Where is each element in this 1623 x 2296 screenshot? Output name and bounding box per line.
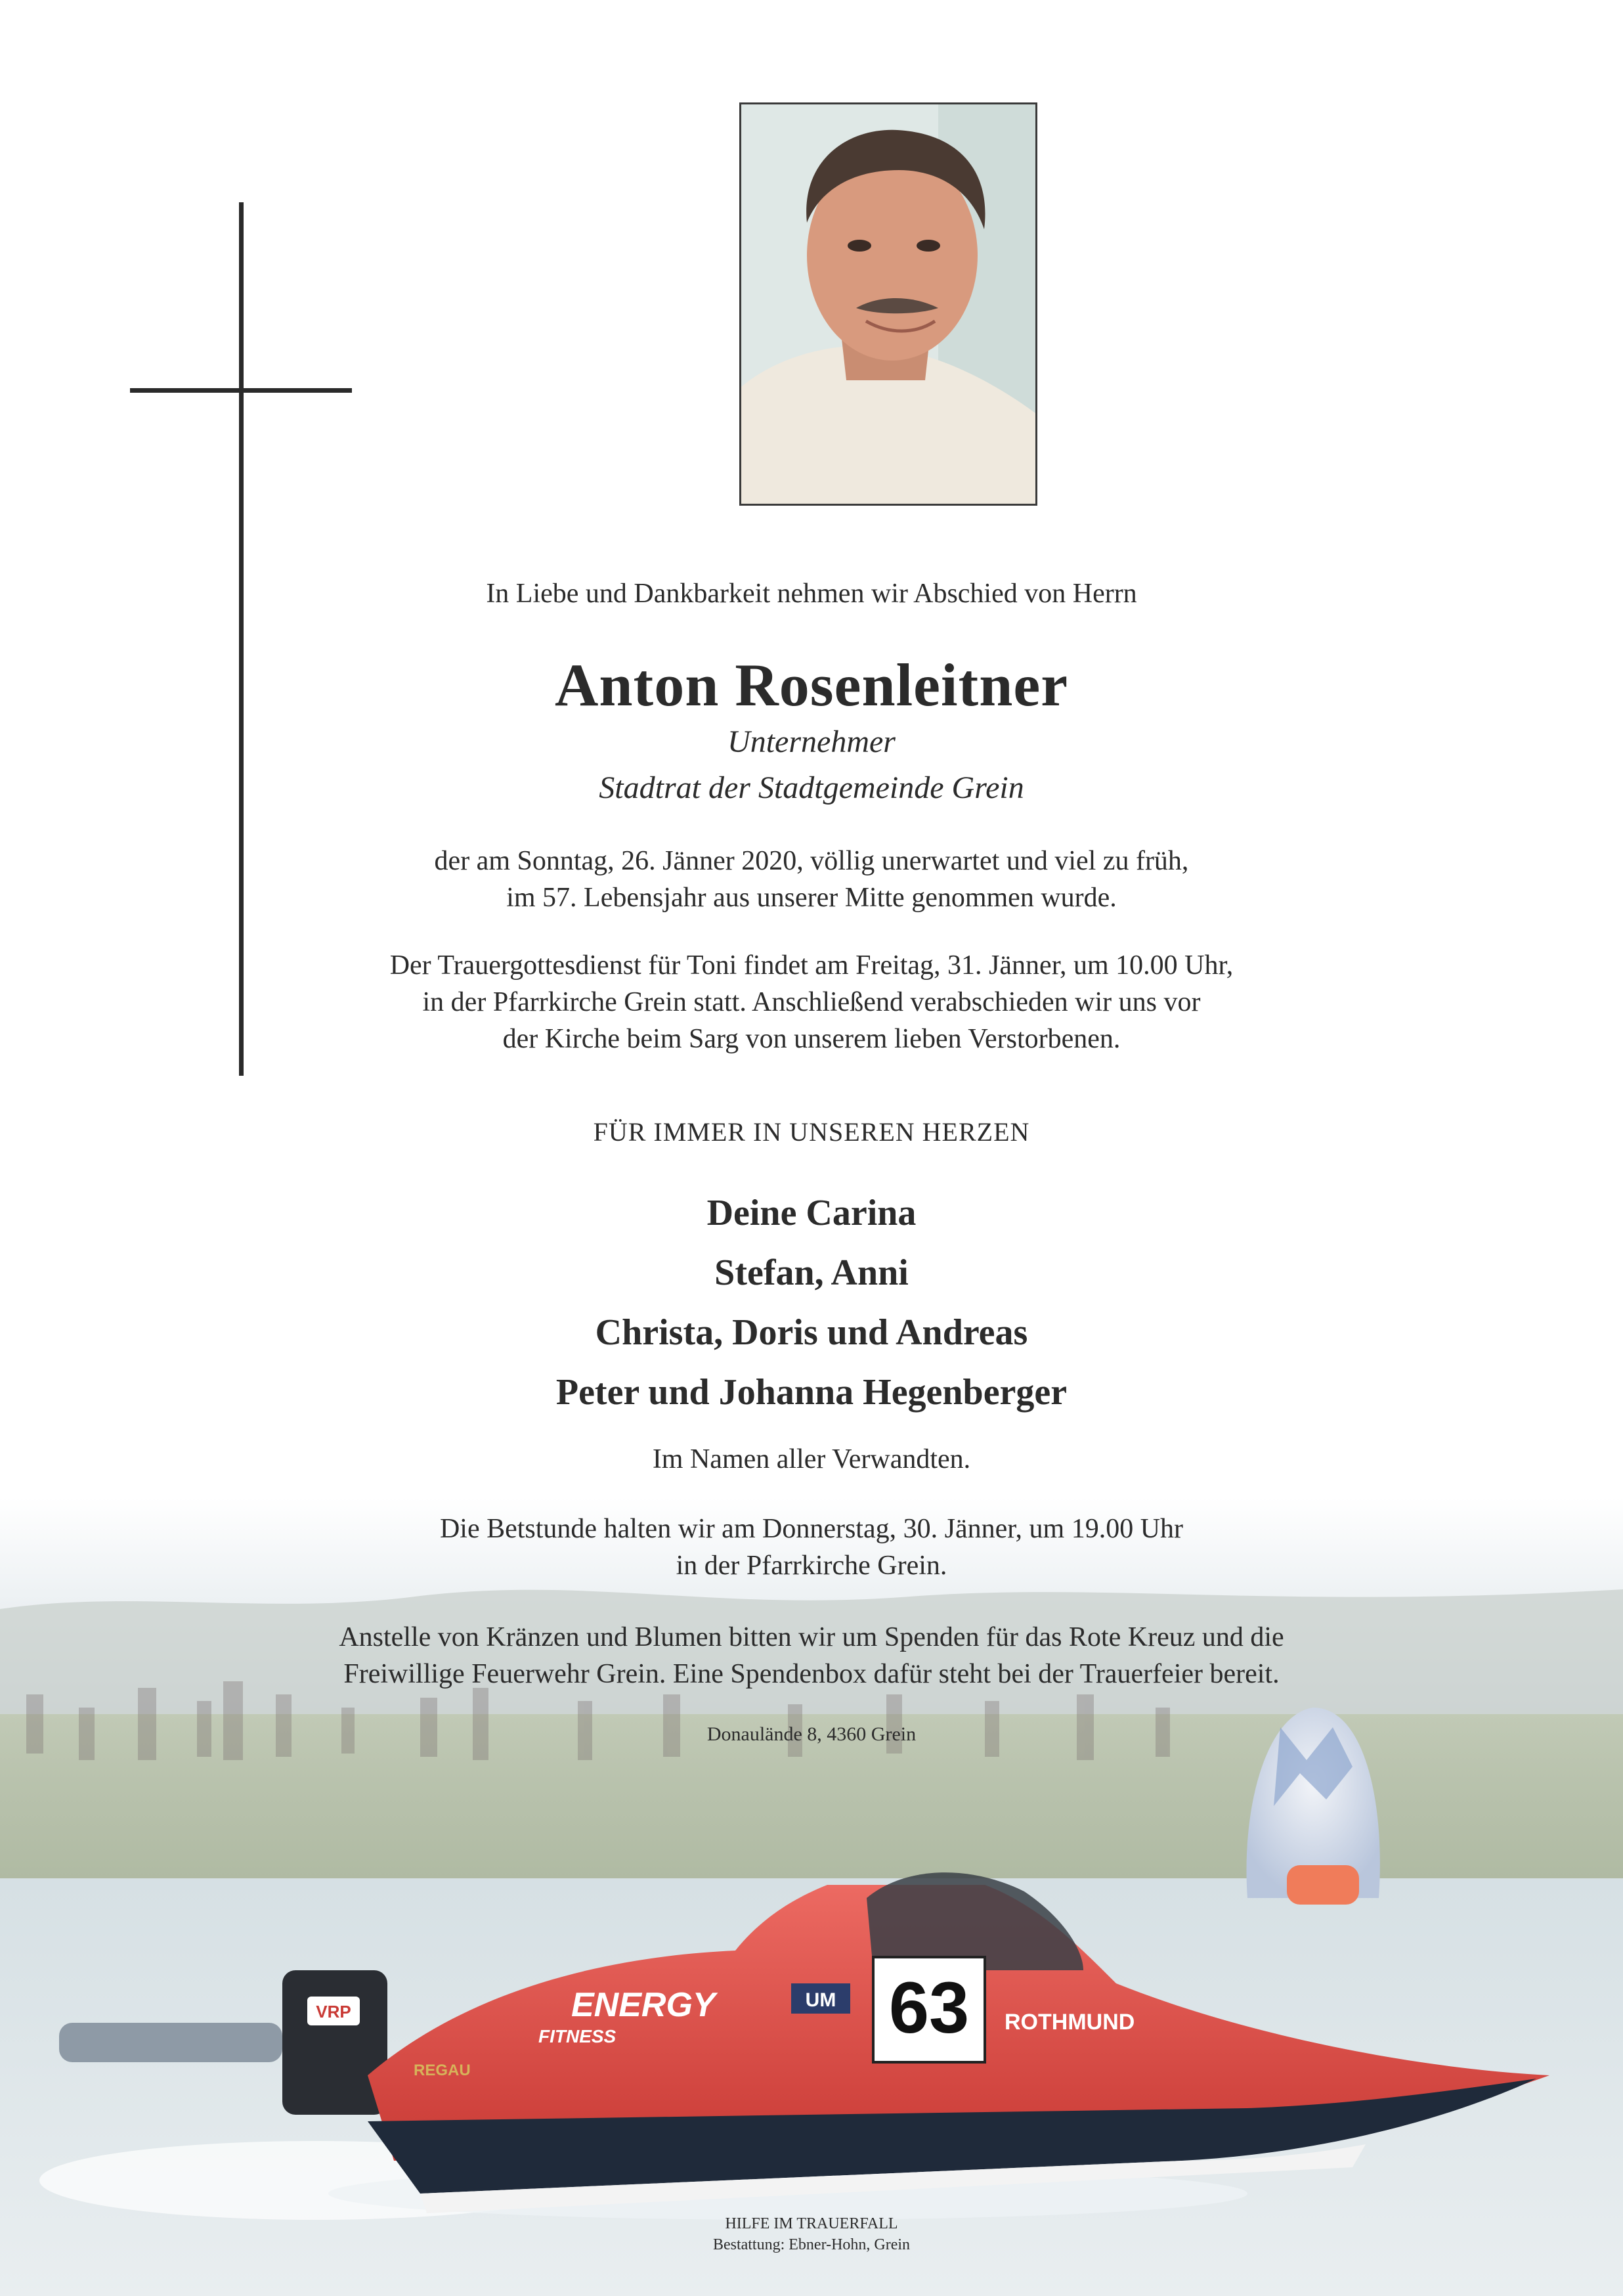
donation-paragraph — [0, 1619, 1623, 1692]
intro-line: In Liebe und Dankbarkeit nehmen wir Abschied von Herrn — [486, 579, 1137, 609]
decal-energy: ENERGY — [571, 1986, 716, 2024]
donation-line: Freiwillige Feuerwehr Grein. Eine Spendenbox dafür steht bei der Trauerfeier bereit. — [343, 1659, 1280, 1689]
prayer-line: in der Pfarrkirche Grein. — [676, 1551, 947, 1581]
decal-vrp: VRP — [316, 2002, 351, 2021]
address: Donaulände 8, 4360 Grein — [706, 1723, 917, 1745]
service-line: in der Pfarrkirche Grein statt. Anschließend verabschieden wir uns vor — [422, 987, 1201, 1017]
portrait-photo — [739, 102, 1037, 506]
decal-regau: REGAU — [414, 2062, 471, 2079]
prayer-line: Die Betstunde halten wir am Donnerstag, 30. Jänner, um 19.00 Uhr — [439, 1514, 1184, 1544]
cross-horizontal-bar — [130, 388, 352, 393]
title-profession: Unternehmer — [727, 724, 896, 759]
powerboat-photo — [0, 1497, 1623, 2296]
service-paragraph — [0, 947, 1623, 1057]
prayer-paragraph — [0, 1511, 1623, 1584]
boat-number: 63 — [888, 1968, 970, 2048]
mourner-line: Deine Carina — [706, 1193, 917, 1233]
title-office: Stadtrat der Stadtgemeinde Grein — [599, 770, 1024, 805]
mourners-list — [0, 1183, 1623, 1423]
mourner-line: Christa, Doris und Andreas — [595, 1312, 1028, 1353]
service-line: Der Trauergottesdienst für Toni findet am Freitag, 31. Jänner, um 10.00 Uhr, — [389, 950, 1234, 981]
footer-undertaker: Bestattung: Ebner-Hohn, Grein — [712, 2236, 911, 2253]
death-line: der am Sonntag, 26. Jänner 2020, völlig unerwartet und viel zu früh, — [434, 846, 1189, 876]
decal-rothmund: ROTHMUND — [1005, 2010, 1135, 2035]
motto: FÜR IMMER IN UNSEREN HERZEN — [593, 1117, 1030, 1147]
decal-um: UM — [805, 1989, 836, 2011]
relatives-line: Im Namen aller Verwandten. — [652, 1444, 971, 1474]
deceased-name: Anton Rosenleitner — [554, 651, 1069, 718]
death-paragraph — [0, 843, 1623, 916]
death-line: im 57. Lebensjahr aus unserer Mitte genommen wurde. — [506, 883, 1117, 913]
footer — [0, 2213, 1623, 2255]
cross-vertical-bar — [239, 202, 244, 1076]
footer-title: HILFE IM TRAUERFALL — [725, 2215, 898, 2232]
donation-line: Anstelle von Kränzen und Blumen bitten wir um Spenden für das Rote Kreuz und die — [339, 1622, 1284, 1652]
mourner-line: Stefan, Anni — [714, 1252, 909, 1293]
decal-fitness: FITNESS — [538, 2026, 617, 2046]
service-line: der Kirche beim Sarg von unserem lieben Verstorbenen. — [502, 1024, 1121, 1054]
mourner-line: Peter und Johanna Hegenberger — [555, 1372, 1068, 1413]
